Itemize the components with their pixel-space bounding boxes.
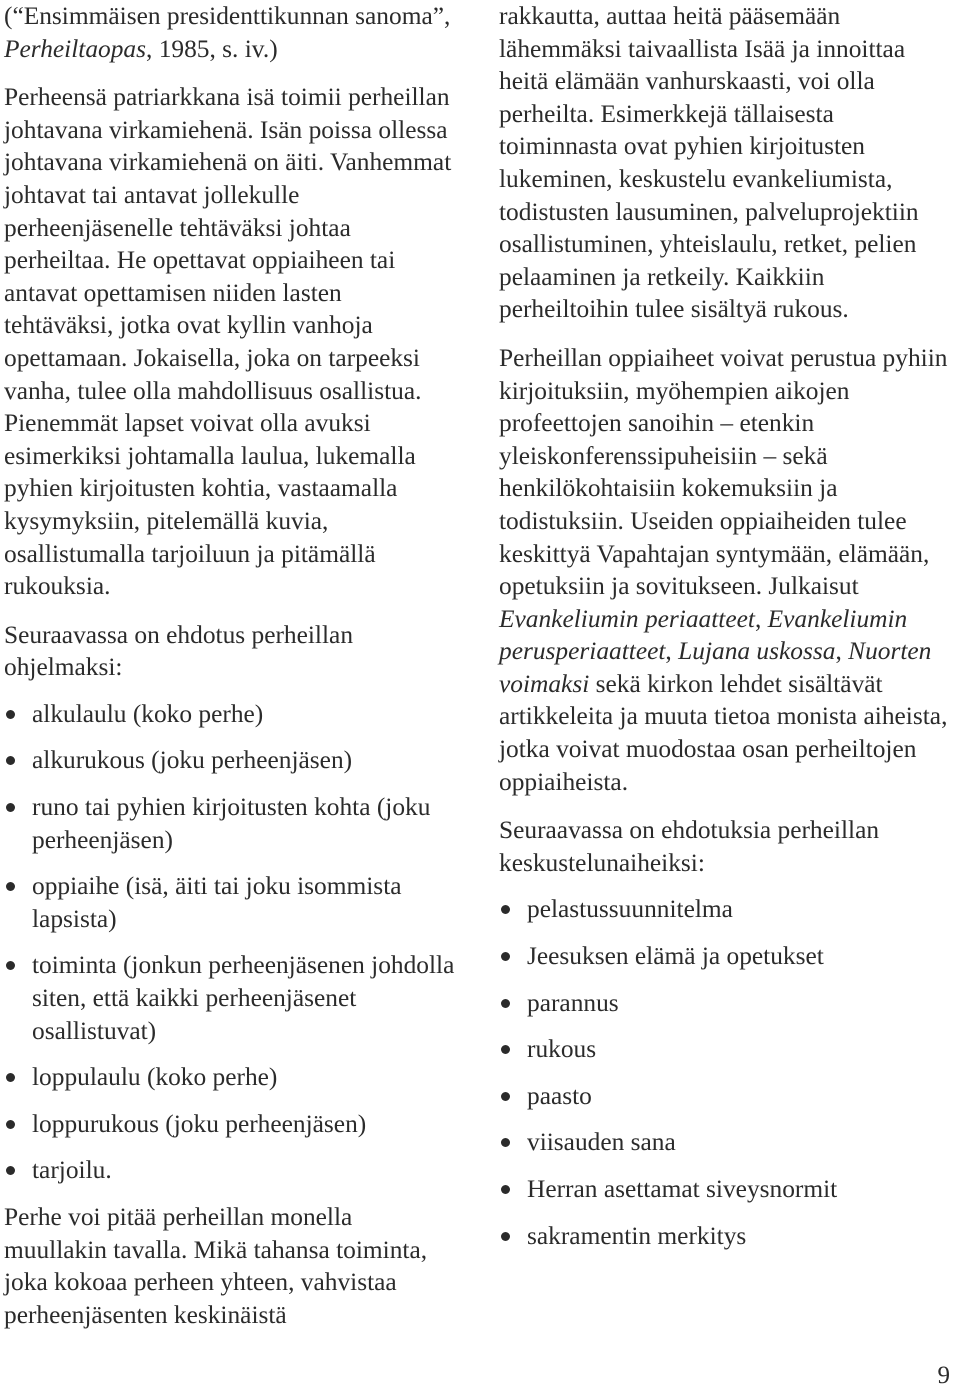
list-item: Herran asettamat siveysnormit bbox=[499, 1173, 957, 1206]
list-item: parannus bbox=[499, 987, 957, 1020]
publication-title: Evankeliumin periaatteet bbox=[499, 604, 755, 633]
list-item: toiminta (jonkun perheenjäsenen johdolla siten, että kaikki perheenjäsenet osallistuvat) bbox=[4, 949, 456, 1047]
page-number: 9 bbox=[937, 1362, 950, 1389]
list-item: alkurukous (joku perheenjäsen) bbox=[4, 744, 456, 777]
list-item: alkulaulu (koko perhe) bbox=[4, 698, 456, 731]
list-item: runo tai pyhien kirjoitusten kohta (joku perheenjäsen) bbox=[4, 791, 456, 856]
quote-citation bbox=[4, 0, 456, 65]
list-item: viisauden sana bbox=[499, 1126, 957, 1159]
closing-paragraph: Perhe voi pitää perheillan monella muullakin tavalla. Mikä tahansa toiminta, joka kokoaa perheen yhteen, vahvistaa perheenjäsenten keskinäistä bbox=[4, 1203, 428, 1329]
list-item: tarjoilu. bbox=[4, 1154, 456, 1187]
list-item: oppiaihe (isä, äiti tai joku isommista lapsista) bbox=[4, 870, 456, 935]
list-item: pelastussuunnitelma bbox=[499, 893, 957, 926]
list-item: paasto bbox=[499, 1080, 957, 1113]
topics-text-part1: Perheillan oppiaiheet voivat perustua pyhiin kirjoituksiin, myöhempien aikojen profeettojen sanoihin – etenkin yleiskonferenssipuheisiin – sekä henkilökohtaisiin kokemuksiin ja todistuksiin. Useiden oppiaiheiden tulee keskittyä Vapahtajan syntymään, elämään, opetuksiin ja sovitukseen. Julkaisut bbox=[499, 343, 948, 601]
paragraph-leadership: Perheensä patriarkkana isä toimii perheillan johtavana virkamiehenä. Isän poissa ollessa johtavana virkamiehenä on äiti. Vanhemmat johtavat tai antavat jollekulle perheenjäsenelle tehtäväksi johtaa perheiltaa. He opettavat oppiaiheen tai antavat opettamisen niiden lasten tehtäväksi, jotka ovat kyllin vanhoja opettamaan. Jokaisella, joka on tarpeeksi vanha, tulee olla mahdollisuus osallistua. Pienemmät lapset voivat olla avuksi esimerkiksi johtamalla laulua, lukemalla pyhien kirjoitusten kohtia, vastaamalla kysymyksiin, pitelemällä kuvia, osallistumalla tarjoiluun ja pitämällä rukouksia. bbox=[4, 83, 452, 601]
list-item: Jeesuksen elämä ja opetukset bbox=[499, 940, 957, 973]
paragraph-continuation: rakkautta, auttaa heitä pääsemään lähemmäksi taivaallista Isää ja innoittaa heitä elämään vanhurskaasti, voi olla perheilta. Esimerkkejä tällaisesta toiminnasta ovat pyhien kirjoitusten lukeminen, keskustelu evankeliumista, todistusten lausuminen, palveluprojektiin osallistuminen, yhteislaulu, retket, pelien pelaaminen ja retkeily. Kaikkiin perheiltoihin tulee sisältyä rukous. bbox=[499, 2, 919, 324]
list-item: sakramentin merkitys bbox=[499, 1220, 957, 1253]
list-item: loppulaulu (koko perhe) bbox=[4, 1061, 456, 1094]
topics-text-part2: sekä kirkon lehdet sisältävät artikkeleita ja muuta tietoa monista aiheista, jotka voivat muodostaa osan perheiltojen oppiaiheista. bbox=[499, 669, 948, 796]
discussion-intro: Seuraavassa on ehdotuksia perheillan keskustelunaiheiksi: bbox=[499, 816, 880, 877]
list-item: loppurukous (joku perheenjäsen) bbox=[4, 1108, 456, 1141]
program-intro: Seuraavassa on ehdotus perheillan ohjelmaksi: bbox=[4, 620, 354, 682]
quote-source-title: Perheiltaopas bbox=[4, 34, 146, 63]
left-column bbox=[4, 0, 456, 1331]
paragraph-topics bbox=[499, 342, 957, 798]
separator: , bbox=[835, 637, 849, 666]
discussion-list bbox=[499, 893, 957, 1252]
publication-title: Lujana uskossa bbox=[678, 637, 836, 666]
separator: , bbox=[665, 637, 679, 666]
list-item: rukous bbox=[499, 1033, 957, 1066]
publication-title: Evankeliumin perusperiaatteet bbox=[499, 604, 908, 666]
program-list bbox=[4, 698, 456, 1187]
quote-prefix: (“Ensimmäisen presidenttikunnan sanoma”, bbox=[4, 2, 451, 30]
separator: , bbox=[754, 604, 768, 633]
publication-title: Nuorten voimaksi bbox=[499, 637, 932, 698]
right-column bbox=[499, 0, 957, 1252]
quote-suffix: , 1985, s. iv.) bbox=[146, 34, 278, 63]
